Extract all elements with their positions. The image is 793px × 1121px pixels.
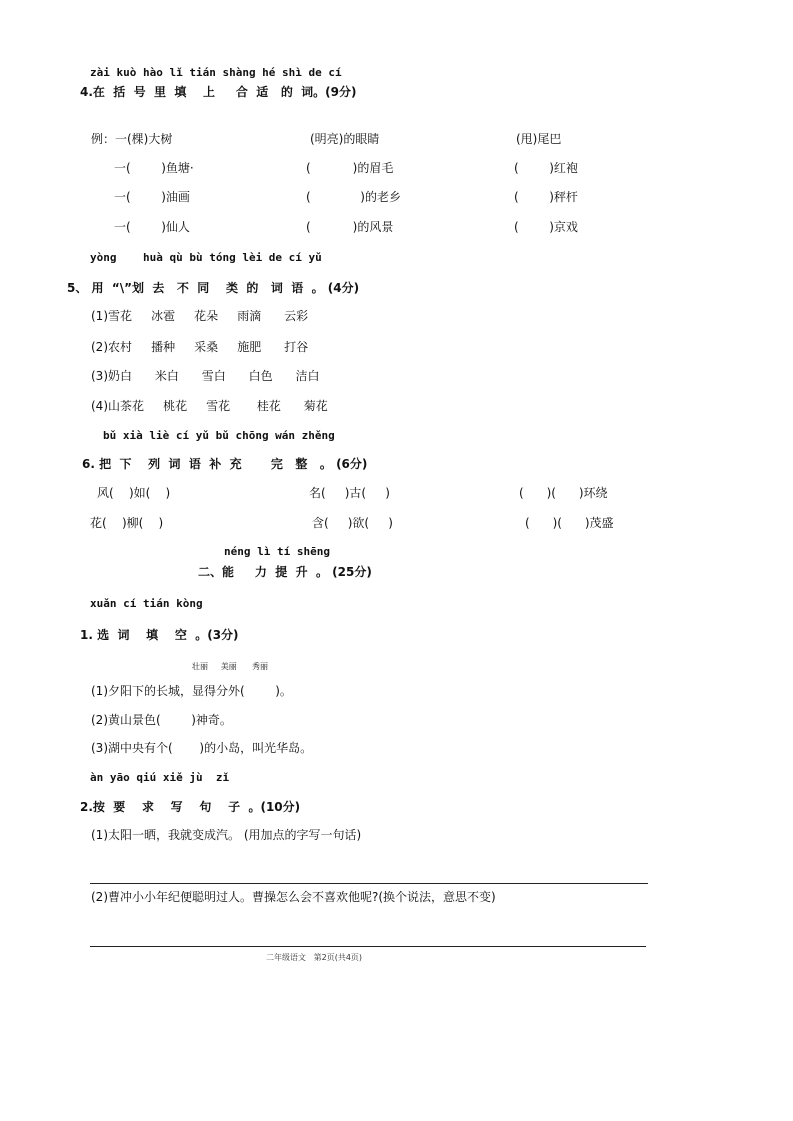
p1-pinyin: xuǎn cí tián kòng [90,597,203,610]
q4-example-1: 例：一(棵)大树 [91,132,173,146]
q4-blank-1[interactable]: 一( )鱼塘· [114,161,194,175]
page-footer: 二年级语文 第2页(共4页) [266,953,363,962]
q6-blank-5[interactable]: 含( )欲( ) [312,516,393,530]
q6-blank-4[interactable]: 花( )柳( ) [90,516,164,530]
q6-pinyin: bǔ xià liè cí yǔ bǔ chōng wán zhěng [103,429,335,442]
q6-blank-6[interactable]: ( )( )茂盛 [525,516,614,530]
p1-item-3[interactable]: (3)湖中央有个( )的小岛，叫光华岛。 [91,741,313,755]
p2-pinyin: àn yāo qiú xiě jù zǐ [90,771,230,784]
part2-pinyin: néng lì tí shēng [224,545,330,558]
answer-line-1[interactable] [90,883,648,884]
q4-blank-8[interactable]: ( )的风景 [306,220,394,234]
q6-blank-1[interactable]: 风( )如( ) [97,486,171,500]
p1-item-2[interactable]: (2)黄山景色( )神奇。 [91,713,232,727]
q5-item-2[interactable]: (2)农村 播种 采桑 施肥 打谷 [91,340,309,354]
q4-blank-7[interactable]: 一( )仙人 [114,220,190,234]
p2-title: 2.按 要 求 写 句 子 。(10分) [80,800,301,814]
p2-item-2: (2)曹冲小小年纪便聪明过人。曹操怎么会不喜欢他呢?(换个说法，意思不变) [91,890,496,904]
q6-blank-3[interactable]: ( )( )环绕 [519,486,608,500]
p2-item-1: (1)太阳一晒，我就变成汽。 (用加点的字写一句话) [91,828,362,842]
q4-example-2: (明亮)的眼睛 [310,132,380,146]
q4-blank-9[interactable]: ( )京戏 [514,220,578,234]
answer-line-2[interactable] [90,946,646,947]
q6-title: 6. 把 下 列 词 语 补 充 完 整 。 (6分) [82,457,368,471]
part2-title: 二、能 力 提 升 。 (25分) [198,565,372,579]
q4-blank-3[interactable]: ( )红袍 [514,161,578,175]
q5-item-1[interactable]: (1)雪花 冰雹 花朵 雨滴 云彩 [91,309,309,323]
q5-title: 5、 用 “\”划 去 不 同 类 的 词 语 。 (4分) [67,281,360,295]
q5-pinyin: yòng huà qù bù tóng lèi de cí yǔ [90,251,322,264]
q5-item-4[interactable]: (4)山茶花 桃花 雪花 桂花 菊花 [91,399,328,413]
p1-item-1[interactable]: (1)夕阳下的长城，显得分外( )。 [91,684,292,698]
p1-word-options: 壮丽 美丽 秀丽 [192,662,268,671]
q4-example-3: (甩)尾巴 [516,132,562,146]
p1-title: 1. 选 词 填 空 。(3分) [80,628,239,642]
q4-blank-4[interactable]: 一( )油画 [114,190,190,204]
q4-pinyin: zài kuò hào lǐ tián shàng hé shì de cí [90,66,342,79]
q5-item-3[interactable]: (3)奶白 米白 雪白 白色 洁白 [91,369,320,383]
q6-blank-2[interactable]: 名( )古( ) [309,486,390,500]
q4-blank-2[interactable]: ( )的眉毛 [306,161,394,175]
q4-title: 4.在 括 号 里 填 上 合 适 的 词。(9分) [80,85,357,99]
q4-blank-6[interactable]: ( )秤杆 [514,190,578,204]
q4-blank-5[interactable]: ( )的老乡 [306,190,401,204]
